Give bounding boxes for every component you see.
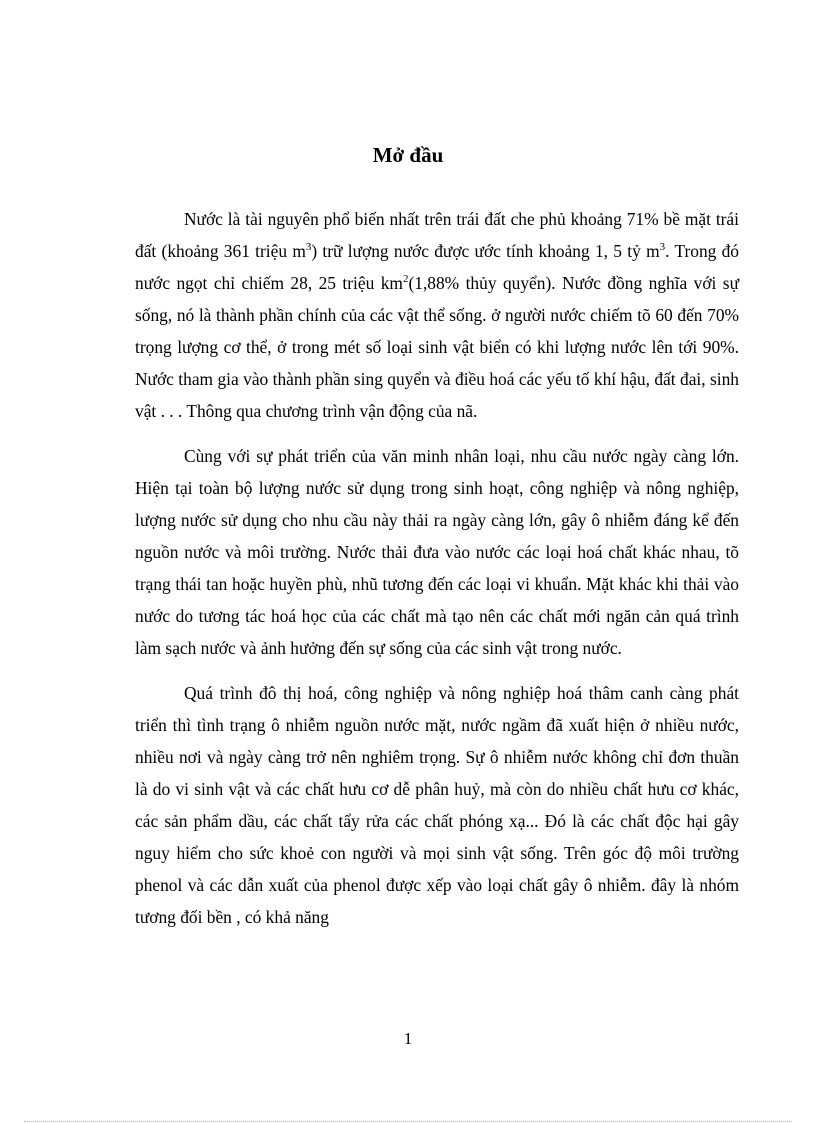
paragraph-pollution: Quá trình đô thị hoá, công nghiệp và nông nghiệp hoá thâm canh càng phát triển thì tình trạng ô nhiễm nguồn nước mặt, nước ngầm đã xuất hiện ở nhiều nước, nhiều nơi và ngày càng trở nên nghiêm trọng. Sự ô nhiễm nước không chỉ đơn thuần là do vi sinh vật và các chất hưu cơ dễ phân huỷ, mà còn do nhiều chất hưu cơ khác, các sản phẩm dầu, các chất tẩy rửa các chất phóng xạ... Đó là các chất độc hại gây nguy hiểm cho sức khoẻ con người và mọi sinh vật sống. Trên góc độ môi trường phenol và các dẫn xuất của phenol được xếp vào loại chất gây ô nhiễm. đây là nhóm tương đối bền , có khả năng (135, 683, 739, 927)
paragraph-text: Nước là tài nguyên phổ biến nhất trên trái đất che phủ khoảng 71% bề mặt trái đất (khoảng 361 triệu m (135, 209, 739, 261)
superscript: 2 (402, 273, 409, 286)
paragraph-text: ) trữ lượng nước được ước tính khoảng 1, 5 tỷ m (311, 241, 660, 261)
page-bottom-border (24, 1121, 792, 1122)
page-number: 1 (403, 1029, 413, 1048)
paragraph-text: . Trong đó nước ngọt chỉ chiếm 28, 25 triệu km (135, 241, 740, 293)
body-text (135, 203, 739, 946)
paragraph-water-resources (135, 203, 739, 427)
superscript: 3 (659, 241, 666, 254)
superscript: 3 (305, 241, 312, 254)
page-title: Mở đầu (372, 143, 444, 167)
paragraph-water-demand: Cùng với sự phát triển của văn minh nhân loại, nhu cầu nước ngày càng lớn. Hiện tại toàn bộ lượng nước sử dụng trong sinh hoạt, công nghiệp và nông nghiệp, lượng nước sử dụng cho nhu cầu này thải ra ngày càng lớn, gây ô nhiễm đáng kể đến nguồn nước và môi trường. Nước thải đưa vào nước các loại hoá chất khác nhau, tõ trạng thái tan hoặc huyền phù, nhũ tương đến các loại vi khuẩn. Mặt khác khi thải vào nước do tương tác hoá học của các chất mà tạo nên các chất mới ngăn cản quá trình làm sạch nước và ảnh hưởng đến sự sống của các sinh vật trong nước. (135, 446, 739, 658)
paragraph-text: (1,88% thủy quyển). Nước đồng nghĩa với sự sống, nó là thành phần chính của các vật thể sống. ở người nước chiếm tõ 60 đến 70% trọng lượng cơ thể, ở trong mét số loại sinh vật biển có khi lượng nước lên tới 90%. Nước tham gia vào thành phần sing quyển và điều hoá các yếu tố khí hậu, đất đai, sinh vật . . . Thông qua chương trình vận động của nã. (135, 273, 739, 421)
